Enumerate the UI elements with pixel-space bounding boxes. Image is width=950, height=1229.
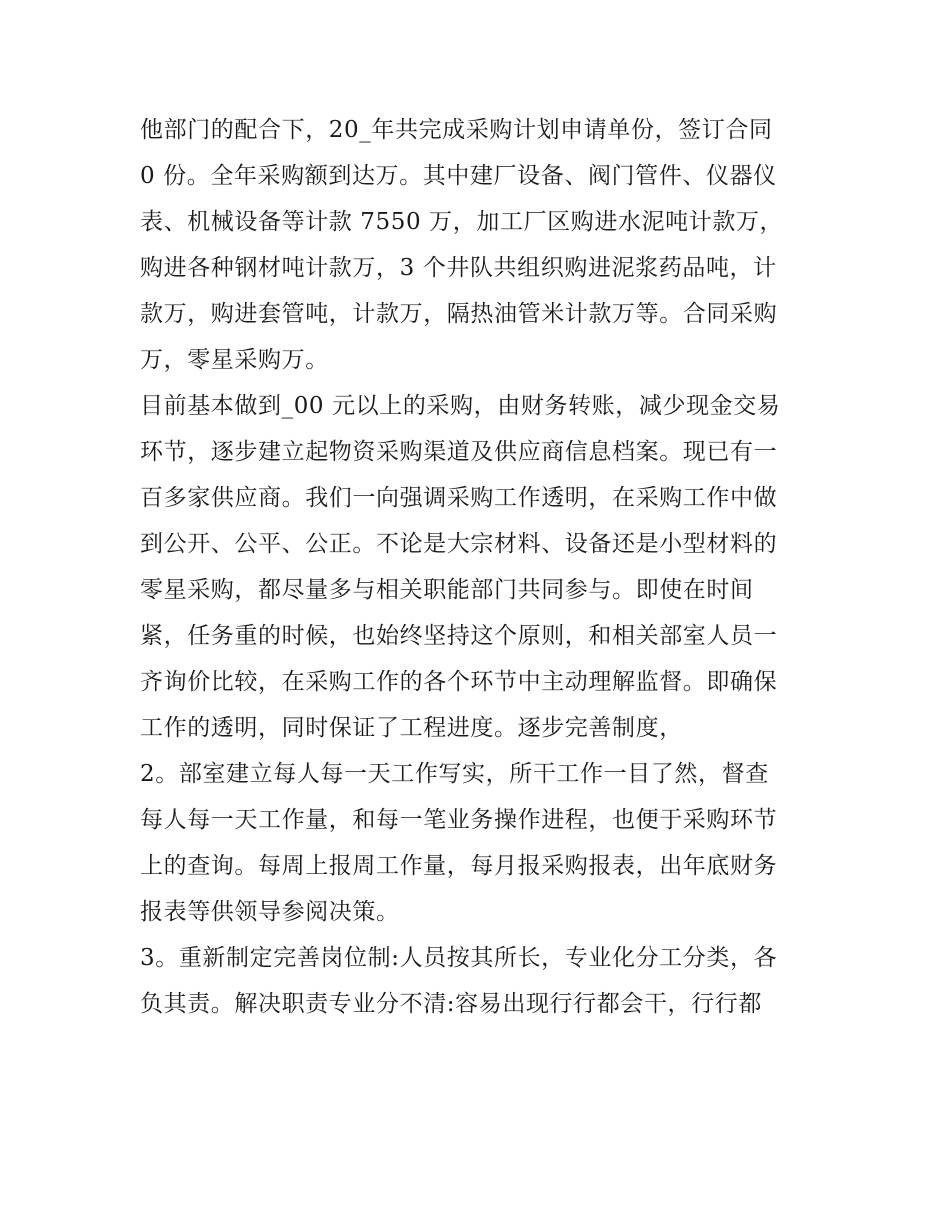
text-line: 目前基本做到_00 元以上的采购，由财务转账，减少现金交易: [140, 393, 781, 419]
text-line: 每人每一天工作量，和每一笔业务操作进程，也便于采购环节: [140, 807, 778, 833]
text-line: 3。重新制定完善岗位制:人员按其所长，专业化分工分类，各: [140, 945, 778, 971]
text-line: 表、机械设备等计款 7550 万，加工厂区购进水泥吨计款万，: [140, 209, 784, 235]
paragraph-item-2: [140, 751, 820, 935]
text-line: 款万，购进套管吨，计款万，隔热油管米计款万等。合同采购: [140, 301, 778, 327]
text-line: 齐询价比较，在采购工作的各个环节中主动理解监督。即确保: [140, 669, 778, 695]
paragraph-item-3: [140, 935, 820, 1027]
text-line: 报表等供领导参阅决策。: [140, 899, 400, 925]
text-line: 他部门的配合下，20_年共完成采购计划申请单份，签订合同: [140, 117, 773, 143]
text-line: 到公开、公平、公正。不论是大宗材料、设备还是小型材料的: [140, 531, 778, 557]
text-line: 2。部室建立每人每一天工作写实，所干工作一目了然，督查: [140, 761, 769, 787]
text-line: 上的查询。每周上报周工作量，每月报采购报表，出年底财务: [140, 853, 778, 879]
text-line: 零星采购，都尽量多与相关职能部门共同参与。即使在时间: [140, 577, 754, 603]
paragraph-transparency: [140, 383, 820, 751]
text-line: 百多家供应商。我们一向强调采购工作透明，在采购工作中做: [140, 485, 778, 511]
text-line: 购进各种钢材吨计款万，3 个井队共组织购进泥浆药品吨，计: [140, 255, 777, 281]
text-line: 环节，逐步建立起物资采购渠道及供应商信息档案。现已有一: [140, 439, 778, 465]
text-line: 紧，任务重的时候，也始终坚持这个原则，和相关部室人员一: [140, 623, 778, 649]
body-text: [140, 107, 820, 1027]
text-line: 工作的透明，同时保证了工程进度。逐步完善制度，: [140, 715, 683, 741]
text-line: 负其责。解决职责专业分不清:容易出现行行都会干，行行都: [140, 991, 762, 1017]
text-line: 0 份。全年采购额到达万。其中建厂设备、阀门管件、仪器仪: [140, 163, 777, 189]
paragraph-procurement-summary: [140, 107, 820, 383]
text-line: 万，零星采购万。: [140, 347, 329, 373]
